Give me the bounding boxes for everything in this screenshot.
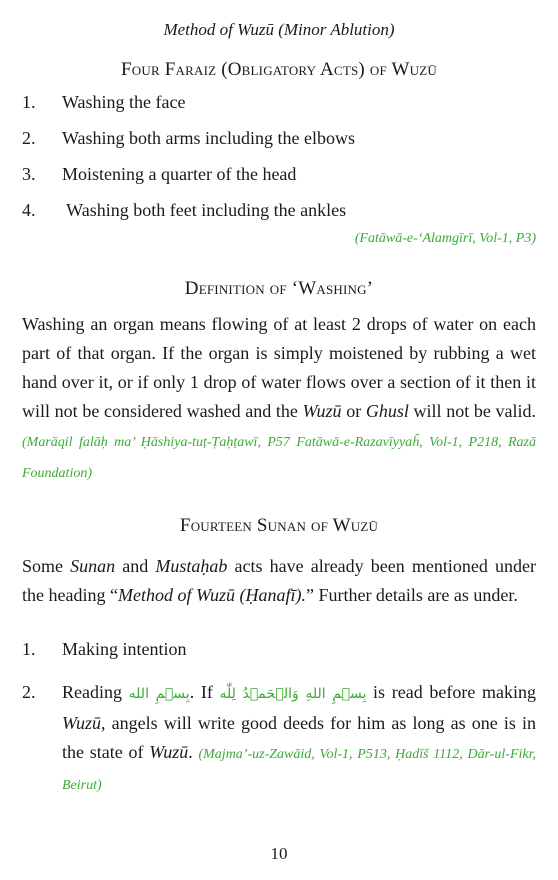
text-run: is read before making	[366, 682, 536, 702]
italic-term: Method of Wuzū (Ḥanafī).	[117, 585, 306, 605]
list-text: Washing the face	[62, 92, 186, 112]
heading-four-faraiz: Four Faraiz (Obligatory Acts) of Wuzū	[121, 59, 437, 80]
list-text: Washing both arms including the elbows	[62, 128, 356, 148]
list-item	[22, 120, 536, 156]
text-run: Reading	[62, 682, 129, 702]
list-number: 2.	[22, 682, 36, 702]
text-run: Some	[22, 556, 71, 576]
text-run: will not be valid.	[408, 401, 537, 421]
list-text: Making intention	[62, 639, 187, 659]
list-item	[22, 634, 536, 664]
list-text: Washing both feet including the ankles	[62, 200, 347, 220]
italic-term: Ghusl	[365, 401, 409, 421]
italic-term: Wuzū	[302, 401, 342, 421]
italic-term: Wuzū	[149, 742, 189, 762]
list-number: 1.	[22, 639, 36, 659]
citation-maraqil: (Marāqil falāḥ ma’ Ḥāshiya-tuṭ-Ṭaḥṭawī, P57 Fatāwā-e-Razavīyyaĥ, Vol-1, P218, Razā Foundation)	[22, 435, 536, 481]
list-number: 2.	[22, 128, 36, 148]
list-number: 1.	[22, 92, 36, 112]
arabic-bismillah-hamd: بِسۡمِ اللهِ وَالۡحَمۡدُ لِلّٰه	[219, 686, 367, 702]
heading-definition-washing: Definition of ‘Washing’	[184, 278, 374, 299]
list-item	[22, 156, 536, 192]
text-run: . If	[189, 682, 220, 702]
italic-term: Sunan	[70, 556, 116, 576]
citation-alamgiri: (Fatāwā-e-‘Alamgīrī, Vol-1, P3)	[354, 231, 536, 246]
faraiz-list	[22, 84, 536, 228]
paragraph-definition	[22, 310, 536, 488]
arabic-bismillah: بِسۡمِ الله	[128, 686, 190, 702]
list-item	[22, 84, 536, 120]
paragraph-sunan-intro	[22, 552, 536, 610]
page-number: 10	[270, 844, 288, 863]
text-run: .	[188, 742, 199, 762]
list-text-block	[62, 678, 536, 800]
sunan-list	[22, 634, 536, 800]
list-item	[22, 678, 536, 800]
italic-term: Mustaḥab	[155, 556, 228, 576]
text-run: or	[341, 401, 366, 421]
text-run: , angels will write good deeds for him as long as one is in the state of	[62, 713, 536, 762]
list-number: 4.	[22, 200, 36, 220]
list-item	[22, 192, 536, 228]
running-head: Method of Wuzū (Minor Ablution)	[163, 20, 395, 39]
citation-majma: (Majma’-uz-Zawāid, Vol-1, P513, Ḥadīš 1112, Dār-ul-Fikr, Beirut)	[62, 747, 536, 793]
list-number: 3.	[22, 164, 36, 184]
text-run: acts have already been mentioned under the heading “	[22, 556, 536, 605]
text-run: ” Further details are as under.	[305, 585, 518, 605]
italic-term: Wuzū	[62, 713, 102, 733]
text-run: and	[115, 556, 156, 576]
heading-fourteen-sunan: Fourteen Sunan of Wuzū	[179, 515, 379, 536]
list-text: Moistening a quarter of the head	[62, 164, 297, 184]
text-run: Washing an organ means flowing of at least 2 drops of water on each part of that organ. If the organ is simply moistened by rubbing a wet hand over it, or if only 1 drop of water flows over a section of it then it will not be considered washed and the	[22, 314, 536, 421]
